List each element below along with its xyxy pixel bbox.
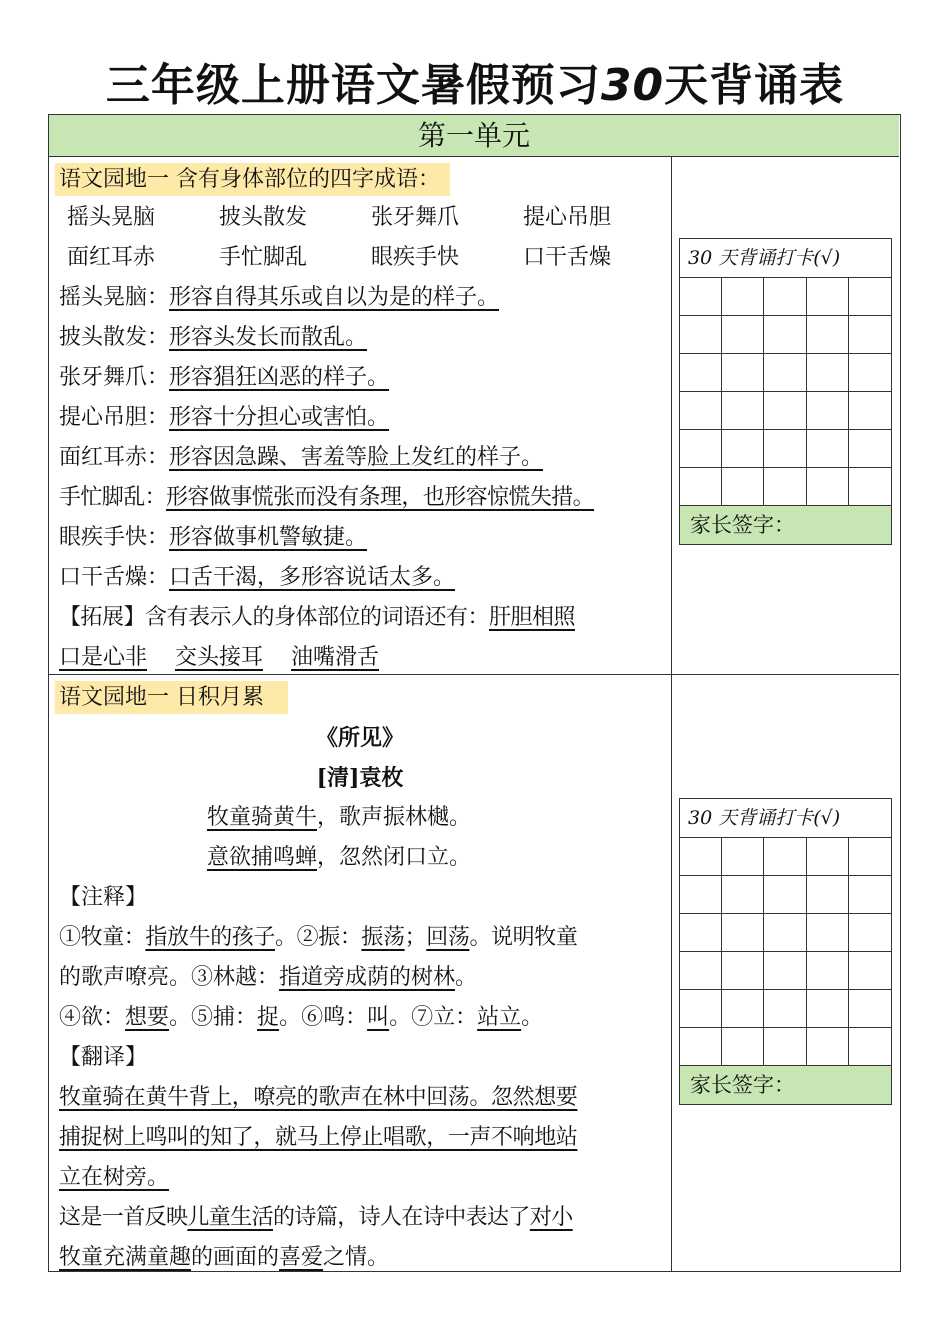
note-text: 。⑤捕：	[169, 1005, 258, 1030]
recitation-table	[48, 114, 901, 1272]
title-main: 三年级上册语文暑假预习	[105, 60, 601, 111]
summary-underlined: 喜爱	[279, 1245, 324, 1270]
definition-meaning: 形容十分担心或害怕。	[169, 405, 390, 430]
idiom: 手忙脚乱	[219, 245, 308, 270]
poem-line-1	[207, 803, 471, 833]
checkin-cell[interactable]	[807, 914, 849, 952]
checkin-cell[interactable]	[849, 354, 891, 392]
checkin-cell[interactable]	[680, 354, 722, 392]
checkin-cell[interactable]	[680, 876, 722, 914]
definition-term: 提心吊胆：	[59, 405, 170, 430]
checkin-cell[interactable]	[849, 914, 891, 952]
checkin-cell[interactable]	[764, 468, 806, 506]
definition-meaning: 形容做事慌张而没有条理，也形容惊慌失措。	[166, 485, 595, 510]
checkin-cell[interactable]	[764, 914, 806, 952]
note-line-1	[59, 923, 577, 953]
note-underlined: 叫	[367, 1005, 390, 1030]
section2-heading	[55, 683, 288, 713]
checkin-cell[interactable]	[849, 278, 891, 316]
idiom: 提心吊胆	[523, 205, 612, 230]
note-text: 。说明牧童	[469, 925, 578, 950]
note-underlined: 想要	[125, 1005, 170, 1030]
checkin-cell[interactable]	[722, 278, 764, 316]
definition-meaning: 口舌干渴，多形容说话太多。	[169, 565, 456, 590]
row-divider	[49, 674, 899, 675]
checkin-label-num: 30	[688, 807, 713, 829]
idiom: 摇头晃脑	[67, 205, 156, 230]
checkin-cell[interactable]	[849, 468, 891, 506]
checkin-cell[interactable]	[680, 278, 722, 316]
note-underlined: 回荡	[426, 925, 470, 950]
checkin-cell[interactable]	[849, 1028, 891, 1066]
checkin-box-2	[679, 798, 892, 1105]
checkin-cell[interactable]	[722, 838, 764, 876]
checkin-cell[interactable]	[680, 392, 722, 430]
extension-label: 【拓展】含有表示人的身体部位的词语还有：	[59, 605, 490, 630]
translation-line	[59, 1123, 577, 1153]
definition-term: 手忙脚乱：	[59, 485, 167, 510]
checkin-cell[interactable]	[722, 952, 764, 990]
summary-text: 的画面的	[191, 1245, 280, 1270]
definition-row	[59, 443, 543, 473]
extension-line-2	[59, 643, 379, 673]
parent-signature[interactable]: 家长签字：	[680, 506, 891, 544]
checkin-label-text: 天背诵打卡(√)	[712, 247, 841, 269]
note-line-2	[59, 963, 477, 993]
note-underlined: 指道旁成荫的树林	[279, 965, 456, 990]
extension-word: 油嘴滑舌	[291, 645, 380, 670]
note-text: 的歌声嘹亮。③林越：	[59, 965, 280, 990]
checkin-cell[interactable]	[764, 990, 806, 1028]
checkin-cell[interactable]	[807, 1028, 849, 1066]
summary-underlined: 儿童生活	[187, 1205, 274, 1230]
checkin-cell[interactable]	[722, 468, 764, 506]
definition-meaning: 形容猖狂凶恶的样子。	[169, 365, 390, 390]
checkin-cell[interactable]	[680, 1028, 722, 1066]
checkin-label	[680, 799, 891, 838]
note-underlined: 指放牛的孩子	[145, 925, 276, 950]
note-text: 。②振：	[275, 925, 362, 950]
translation-text: 捕捉树上鸣叫的知了，就马上停止唱歌，一声不响地站	[59, 1125, 578, 1150]
definition-row	[59, 483, 594, 513]
checkin-cell[interactable]	[849, 990, 891, 1028]
notes-label: 【注释】	[59, 885, 148, 910]
idiom: 口干舌燥	[523, 245, 612, 270]
poem-line-1-b: ，歌声振林樾。	[317, 805, 472, 830]
translation-text: 立在树旁。	[59, 1165, 170, 1190]
checkin-cell[interactable]	[807, 316, 849, 354]
idiom: 披头散发	[219, 205, 308, 230]
checkin-cell[interactable]	[849, 876, 891, 914]
checkin-cell[interactable]	[807, 952, 849, 990]
checkin-box-1	[679, 238, 892, 545]
page-title	[0, 58, 950, 114]
note-underlined: 捉	[257, 1005, 280, 1030]
checkin-cell[interactable]	[764, 316, 806, 354]
checkin-cell[interactable]	[722, 914, 764, 952]
poem-line-2	[207, 843, 471, 873]
note-text: 。⑥鸣：	[279, 1005, 368, 1030]
definition-row	[59, 403, 389, 433]
translation-label: 【翻译】	[59, 1045, 148, 1070]
checkin-cell[interactable]	[807, 278, 849, 316]
definition-meaning: 形容自得其乐或自以为是的样子。	[169, 285, 500, 310]
note-text: 。	[455, 965, 478, 990]
note-text: ①牧童：	[59, 925, 146, 950]
note-underlined: 站立	[477, 1005, 522, 1030]
extension-line-1	[59, 603, 575, 633]
checkin-cell[interactable]	[764, 278, 806, 316]
note-text: ④欲：	[59, 1005, 126, 1030]
checkin-cell[interactable]	[680, 430, 722, 468]
definition-meaning: 形容做事机警敏捷。	[169, 525, 368, 550]
checkin-cell[interactable]	[807, 392, 849, 430]
definition-term: 张牙舞爪：	[59, 365, 170, 390]
note-line-3	[59, 1003, 543, 1033]
idiom: 眼疾手快	[371, 245, 460, 270]
checkin-cell[interactable]	[849, 430, 891, 468]
translation-text: 牧童骑在黄牛背上，嘹亮的歌声在林中回荡。忽然想要	[59, 1085, 578, 1110]
definition-row	[59, 283, 499, 313]
idiom: 张牙舞爪	[371, 205, 460, 230]
translation-line	[59, 1163, 169, 1193]
checkin-cell[interactable]	[807, 354, 849, 392]
checkin-cell[interactable]	[849, 838, 891, 876]
checkin-cell[interactable]	[764, 1028, 806, 1066]
checkin-cell[interactable]	[849, 392, 891, 430]
unit-header: 第一单元	[49, 115, 899, 157]
definition-term: 面红耳赤：	[59, 445, 170, 470]
summary-line-1	[59, 1203, 573, 1233]
checkin-cell[interactable]	[807, 990, 849, 1028]
checkin-grid	[680, 838, 891, 1066]
checkin-grid	[680, 278, 891, 506]
checkin-cell[interactable]	[764, 354, 806, 392]
translation-line	[59, 1083, 577, 1113]
poem-line-1-a: 牧童骑黄牛	[207, 805, 318, 830]
checkin-cell[interactable]	[807, 876, 849, 914]
checkin-cell[interactable]	[722, 876, 764, 914]
summary-line-2	[59, 1243, 389, 1273]
checkin-label	[680, 239, 891, 278]
definition-row	[59, 323, 367, 353]
checkin-cell[interactable]	[722, 354, 764, 392]
checkin-cell[interactable]	[764, 838, 806, 876]
summary-text: 的诗篇，诗人在诗中表达了	[273, 1205, 530, 1230]
idioms-row-1	[67, 203, 675, 233]
checkin-cell[interactable]	[680, 952, 722, 990]
checkin-cell[interactable]	[722, 990, 764, 1028]
definition-meaning: 形容因急躁、害羞等脸上发红的样子。	[169, 445, 544, 470]
summary-text: 这是一首反映	[59, 1205, 188, 1230]
extension-word: 口是心非	[59, 645, 148, 670]
extension-word: 交头接耳	[175, 645, 264, 670]
definition-term: 眼疾手快：	[59, 525, 170, 550]
checkin-cell[interactable]	[764, 876, 806, 914]
poem-line-2-a: 意欲捕鸣蝉	[207, 845, 318, 870]
summary-underlined: 牧童充满童趣	[59, 1245, 192, 1270]
checkin-cell[interactable]	[722, 430, 764, 468]
title-number: 30	[600, 60, 665, 111]
checkin-cell[interactable]	[849, 316, 891, 354]
checkin-cell[interactable]	[764, 952, 806, 990]
checkin-cell[interactable]	[680, 468, 722, 506]
checkin-cell[interactable]	[722, 1028, 764, 1066]
definition-row	[59, 363, 389, 393]
checkin-cell[interactable]	[764, 430, 806, 468]
parent-signature[interactable]: 家长签字：	[680, 1066, 891, 1104]
poem-line-2-b: ，忽然闭口立。	[317, 845, 472, 870]
checkin-cell[interactable]	[807, 838, 849, 876]
checkin-label-num: 30	[688, 247, 713, 269]
checkin-cell[interactable]	[680, 838, 722, 876]
definition-row	[59, 563, 455, 593]
checkin-cell[interactable]	[764, 392, 806, 430]
note-text: 。⑦立：	[389, 1005, 478, 1030]
definition-meaning: 形容头发长而散乱。	[169, 325, 368, 350]
idioms-row-2	[67, 243, 675, 273]
checkin-cell[interactable]	[680, 990, 722, 1028]
section1-heading	[55, 165, 450, 195]
note-underlined: 振荡	[361, 925, 405, 950]
title-tail: 天背诵表	[664, 60, 845, 111]
poem-title: 《所见》	[315, 725, 404, 751]
note-text: 。	[521, 1005, 544, 1030]
definition-term: 披头散发：	[59, 325, 170, 350]
summary-underlined: 对小	[529, 1205, 573, 1230]
note-text: ；	[404, 925, 427, 950]
definition-term: 口干舌燥：	[59, 565, 170, 590]
poem-author: [清]袁枚	[316, 765, 404, 791]
summary-text: 之情。	[323, 1245, 390, 1270]
checkin-cell[interactable]	[680, 316, 722, 354]
checkin-cell[interactable]	[680, 914, 722, 952]
definition-row	[59, 523, 367, 553]
checkin-cell[interactable]	[807, 430, 849, 468]
checkin-cell[interactable]	[722, 316, 764, 354]
checkin-cell[interactable]	[722, 392, 764, 430]
checkin-label-text: 天背诵打卡(√)	[712, 807, 841, 829]
extension-word: 肝胆相照	[489, 605, 576, 630]
idiom: 面红耳赤	[67, 245, 156, 270]
definition-term: 摇头晃脑：	[59, 285, 170, 310]
checkin-cell[interactable]	[807, 468, 849, 506]
column-divider	[671, 156, 672, 1271]
checkin-cell[interactable]	[849, 952, 891, 990]
section2-heading-text: 语文园地一 日积月累	[55, 681, 288, 714]
section1-heading-text: 语文园地一 含有身体部位的四字成语：	[55, 163, 450, 196]
